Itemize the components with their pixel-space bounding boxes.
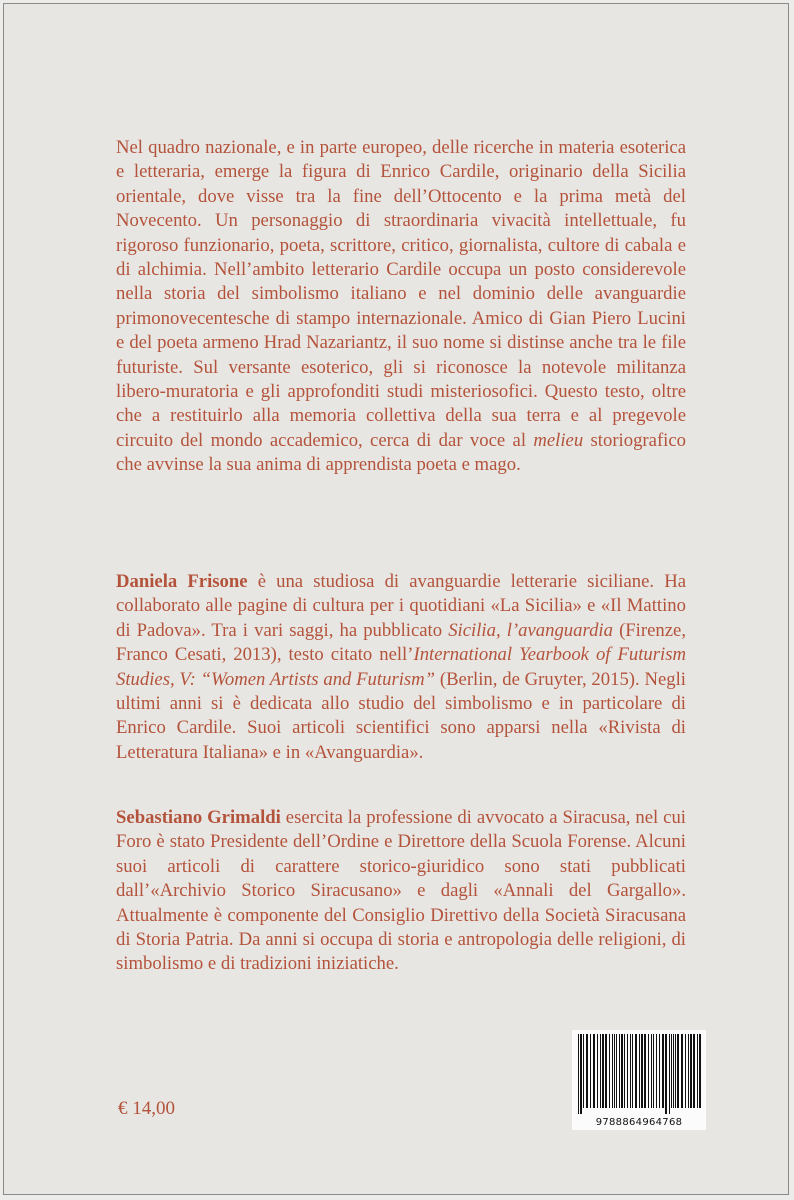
barcode-bar — [632, 1034, 633, 1108]
barcode-bar — [648, 1034, 649, 1108]
author-bio-frisone — [116, 570, 686, 765]
bio-frisone-text-1: è una studiosa di avanguardie letterarie siciliane. Ha collaborato alle pagine di cultura per i quotidiani «La Sicilia» e «Il Mattino di Padova». Tra i vari saggi, ha pubblicato — [116, 571, 686, 641]
barcode-bar — [656, 1034, 657, 1108]
author-name-frisone: Daniela Frisone — [116, 571, 248, 592]
author-name-grimaldi: Sebastiano Grimaldi — [116, 807, 281, 828]
barcode-bar — [614, 1034, 615, 1108]
barcode-bar — [669, 1034, 670, 1114]
barcode-bar — [653, 1034, 654, 1108]
barcode-bar — [590, 1034, 591, 1108]
barcode-bar — [659, 1034, 660, 1108]
barcode-bar — [612, 1034, 613, 1108]
bio-grimaldi-text: esercita la professione di avvocato a Siracusa, nel cui Foro è stato Presidente dell’Ordine e Direttore della Scuola Forense. Alcuni suoi articoli di carattere storico-giuridico sono stati pubblicati dall’«Archivio Storico Siracusano» e dagli «Annali del Gargallo». Attualmente è componente del Consiglio Direttivo della Società Siracusana di Storia Patria. Da anni si occupa di storia e antropologia delle religioni, di simbolismo e di tradizioni iniziatiche. — [116, 807, 686, 975]
barcode-bar — [586, 1034, 588, 1108]
barcode-bar — [593, 1034, 595, 1108]
barcode-bar — [693, 1034, 695, 1108]
barcode-bars — [572, 1030, 706, 1116]
barcode-bar — [690, 1034, 692, 1108]
barcode-bar — [580, 1034, 582, 1114]
barcode-bar — [630, 1034, 631, 1108]
barcode-bar — [578, 1034, 579, 1114]
barcode-bar — [624, 1034, 625, 1108]
book-title-sicilia: Sicilia, l’avanguardia — [448, 619, 613, 641]
barcode-bar — [671, 1034, 672, 1108]
barcode-bar — [597, 1034, 598, 1108]
synopsis-paragraph — [116, 136, 686, 478]
barcode-bar — [609, 1034, 610, 1108]
barcode-bar — [677, 1034, 679, 1108]
barcode-bar — [619, 1034, 620, 1108]
isbn-barcode — [572, 1030, 706, 1130]
author-bio-grimaldi — [116, 806, 686, 977]
isbn-number: 9788864964768 — [595, 1117, 683, 1128]
barcode-bar — [685, 1034, 686, 1108]
yearbook-title: International Yearbook of Futurism Studies, V: “Women Artists and Futurism” — [116, 644, 686, 690]
barcode-bar — [675, 1034, 676, 1108]
barcode-bar — [583, 1034, 584, 1108]
barcode-bar — [639, 1034, 640, 1108]
barcode-bar — [605, 1034, 607, 1108]
barcode-bar — [697, 1034, 698, 1108]
barcode-bar — [673, 1034, 674, 1108]
barcode-bar — [644, 1034, 646, 1108]
barcode-bar — [616, 1034, 617, 1108]
barcode-bar — [681, 1034, 683, 1108]
barcode-bar — [688, 1034, 689, 1108]
barcode-bar — [600, 1034, 601, 1108]
synopsis-italic-word: melieu — [533, 429, 584, 451]
barcode-bar — [651, 1034, 652, 1108]
barcode-bar — [699, 1034, 701, 1108]
synopsis-text-2: storiografico che avvinse la sua anima di apprendista poeta e mago. — [116, 429, 687, 476]
synopsis-text-1: Nel quadro nazionale, e in parte europeo, delle ricerche in materia esoterica e letteraria, emerge la figura di Enrico Cardile, originario della Sicilia orientale, dove visse tra la fine dell’Ottocento e la prima metà del Novecento. Un personaggio di straordinaria vivacità intellettuale, fu rigoroso funzionario, poeta, scrittore, critico, giornalista, cultore di cabala e di alchimia. Nell’ambito letterario Cardile occupa un posto considerevole nella storia del simbolismo italiano e nel dominio delle avanguardie primonovecentesche di stampo internazionale. Amico di Gian Piero Lucini e del poeta armeno Hrad Nazariantz, il suo nome si distinse anche tra le file futuriste. Sul versante esoterico, gli si riconosce la notevole militanza libero-muratoria e gli approfonditi studi misteriosofici. Questo testo, oltre che a restituirlo alla memoria collettiva della sua terra e al pregevole circuito del mondo accademico, cerca di dar voce al — [116, 137, 686, 451]
barcode-bar — [662, 1034, 664, 1108]
barcode-bar — [641, 1034, 643, 1108]
barcode-bar — [621, 1034, 623, 1108]
barcode-bar — [635, 1034, 637, 1108]
barcode-bar — [665, 1034, 667, 1114]
back-cover — [3, 3, 789, 1195]
price-label: € 14,00 — [118, 1098, 175, 1119]
barcode-bar — [602, 1034, 604, 1108]
barcode-bar — [627, 1034, 628, 1108]
bio-frisone-text-3: (Berlin, de Gruyter, 2015). Negli ultimi anni si è dedicata allo studio del simbolismo e in particolare di Enrico Cardile. Suoi articoli scientifici sono apparsi nella «Rivista di Letteratura Italiana» e in «Avanguardia». — [116, 668, 686, 763]
bio-frisone-text-2: (Firenze, Franco Cesati, 2013), testo citato nell’ — [116, 619, 687, 666]
